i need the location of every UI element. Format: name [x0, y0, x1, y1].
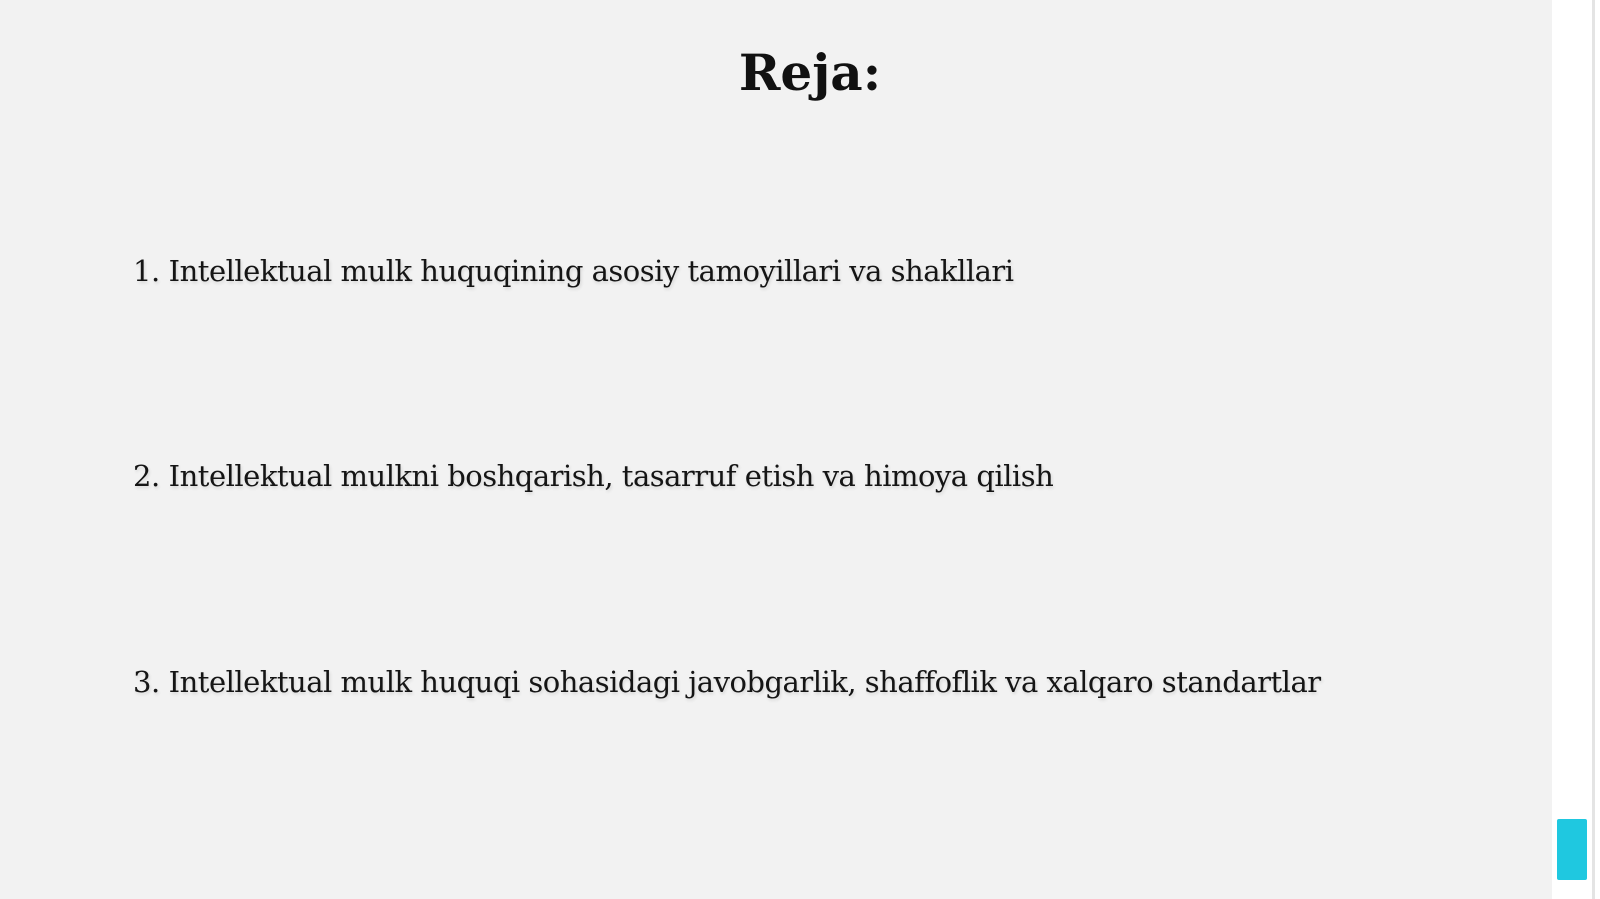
plan-item-text: Intellektual mulk huquqining asosiy tamoyillari va shakllari — [168, 254, 1014, 288]
plan-item-number: 3. — [133, 665, 160, 699]
plan-item-text: Intellektual mulk huquqi sohasidagi javobgarlik, shaffoflik va xalqaro standartlar — [168, 665, 1321, 699]
plan-item-number: 2. — [133, 459, 160, 493]
scrollbar-thumb[interactable] — [1557, 819, 1587, 880]
plan-item — [133, 662, 1321, 702]
slide-title: Reja: — [738, 43, 882, 102]
plan-item — [133, 251, 1014, 291]
plan-item — [133, 456, 1053, 496]
plan-item-text: Intellektual mulkni boshqarish, tasarruf etish va himoya qilish — [168, 459, 1054, 493]
edge-divider — [1592, 0, 1595, 899]
plan-item-number: 1. — [133, 254, 160, 288]
